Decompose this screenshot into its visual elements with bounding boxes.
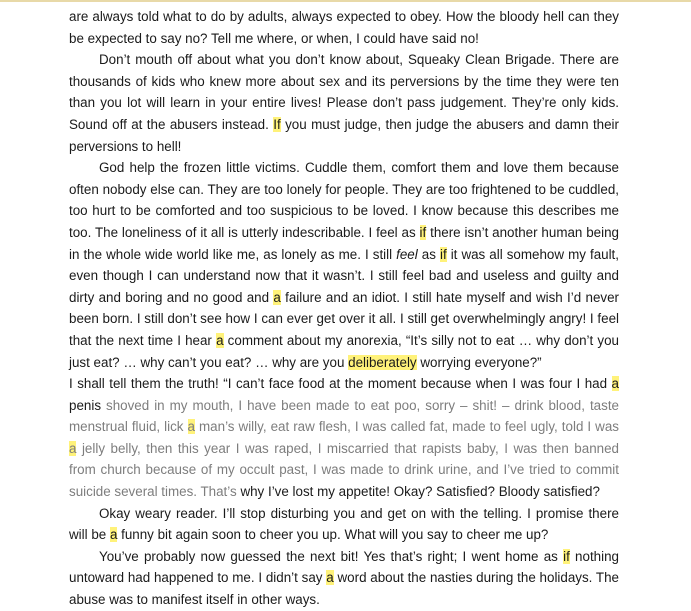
highlighted-word: a: [611, 376, 619, 392]
highlighted-word: a: [326, 570, 334, 586]
highlighted-word: If: [273, 116, 281, 132]
paragraph-p3: [69, 157, 619, 373]
text-run: are always told what to do by adults, always expected to obey. How the bloody hell can they be expected to say no? Tell me where, or when, I could have said no!: [69, 9, 619, 46]
highlighted-word: a: [109, 527, 118, 543]
highlighted-word: if: [419, 224, 427, 240]
text-run: Okay weary reader. I’ll stop disturbing you and get on with the telling. I promise there will be: [69, 505, 619, 543]
text-run: you must judge, then judge the abusers and damn their perversions to hell!: [69, 116, 619, 154]
highlighted-word: deliberately: [348, 354, 417, 370]
text-run: Don’t mouth off about what you don’t know about, Squeaky Clean Brigade. There are thousands of kids who knew more about sex and its perversions by the time they were ten than you lot will learn in your entire lives! Please don’t pass judgement. They’re only kids. Sound off at the abusers instead.: [69, 52, 619, 132]
paragraph-p5: [69, 503, 619, 546]
text-run: failure and an idiot. I still hate myself and wish I’d never been born. I still don’t see how I can ever get over it all. I still get overwhelmingly angry! I feel that the next time I hear: [69, 289, 619, 348]
text-run: as: [417, 246, 440, 262]
text-run: comment about my anorexia, “It’s silly not to eat … why don’t you just eat? … why can’t you eat? … why are you: [69, 332, 620, 370]
text-run: shoved in my mouth, I have been made to eat poo, sorry – shit! – drink blood, taste menstrual fluid, lick: [69, 397, 619, 435]
text-run: there isn’t another human being in the whole wide world like me, as lonely as me. I still: [69, 224, 619, 262]
text-run: feel: [396, 246, 418, 262]
text-run: You’ve probably now guessed the next bit! Yes that’s right; I went home as: [99, 548, 564, 564]
text-run: worrying everyone?”: [416, 354, 542, 370]
paragraph-p4: [69, 373, 619, 503]
text-run: penis: [69, 397, 107, 413]
text-run: it was all somehow my fault, even though I can understand now that it wasn’t. I still feel bad and useless and guilty and dirty and boring and no good and: [69, 246, 619, 305]
text-run: I shall tell them the truth! “I can’t face food at the moment because when I was four I had: [69, 376, 612, 392]
text-run: nothing untoward had happened to me. I didn’t say: [69, 548, 619, 586]
text-run: why I’ve lost my appetite! Okay? Satisfied? Bloody satisfied?: [240, 484, 600, 500]
highlighted-word: if: [563, 548, 570, 564]
text-run: jelly belly, then this year I was raped, I miscarried that rapists baby, I was then banned from church because of my occult past, I was made to drink urine, and I’ve tried to commit suicide several times. That’s: [69, 440, 619, 500]
paragraph-p1: [69, 6, 619, 49]
highlighted-word: if: [439, 246, 447, 262]
text-column: [69, 6, 619, 611]
highlighted-word: a: [187, 419, 195, 435]
text-run: God help the frozen little victims. Cuddle them, comfort them and love them because often nobody else can. They are too lonely for people. They are too frightened to be cuddled, too hurt to be comforted and too suspicious to be loved. I know because this describes me too. The loneliness of it all is utterly indescribable. I feel as: [69, 160, 619, 240]
text-run: word about the nasties during the holidays. The abuse was to manifest itself in other ways.: [69, 570, 619, 608]
paragraph-p6: [69, 546, 619, 611]
text-run: man’s willy, eat raw flesh, I was called fat, made to feel ugly, told I was: [194, 419, 619, 435]
highlighted-word: a: [69, 440, 77, 456]
paragraph-p2: [69, 49, 619, 157]
top-edge-line: [0, 0, 691, 2]
highlighted-word: a: [216, 332, 224, 348]
highlighted-word: a: [273, 289, 281, 305]
text-run: funny bit again soon to cheer you up. What will you say to cheer me up?: [117, 527, 549, 543]
